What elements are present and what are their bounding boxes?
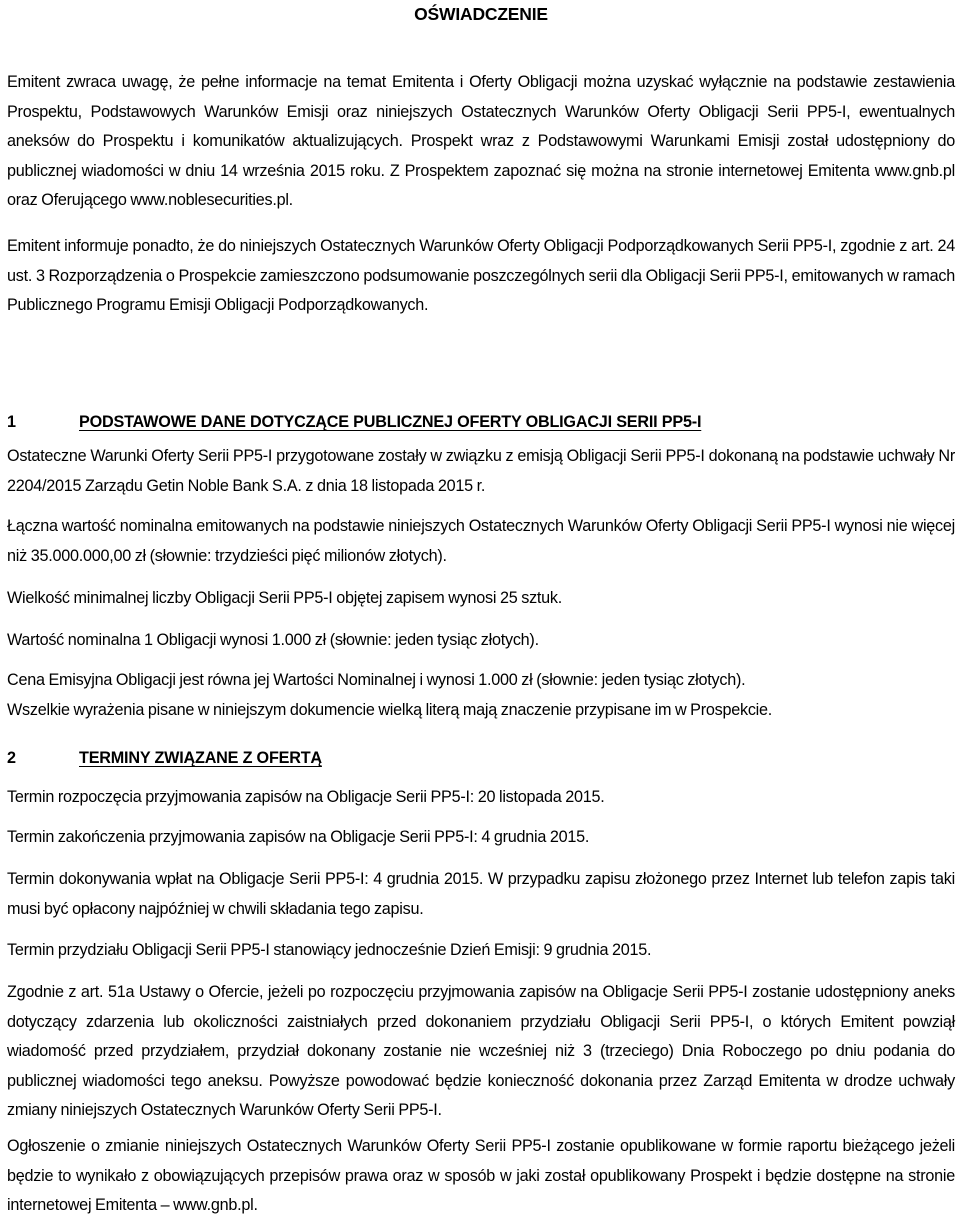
intro-paragraph-3: Wszelkie wyrażenia pisane w niniejszym dokumencie wielką literą mają znaczenie przypisane im w Prospekcie. <box>7 701 773 719</box>
section-1-number: 1 <box>7 413 16 431</box>
section-1-paragraph-3: Wielkość minimalnej liczby Obligacji Serii PP5-I objętej zapisem wynosi 25 sztuk. <box>7 589 563 607</box>
section-2-paragraph-3: Termin dokonywania wpłat na Obligacje Serii PP5-I: 4 grudnia 2015. W przypadku zapisu złożonego przez Internet lub telefon zapis taki musi być opłacony najpóźniej w chwili składania tego zapisu. <box>7 870 955 918</box>
section-2-heading <box>7 746 955 770</box>
document-title: OŚWIADCZENIE <box>414 4 548 24</box>
section-2-title: TERMINY ZWIĄZANE Z OFERTĄ <box>79 749 322 767</box>
section-1-paragraph-2: Łączna wartość nominalna emitowanych na podstawie niniejszych Ostatecznych Warunków Oferty Obligacji Serii PP5-I wynosi nie więcej niż 35.000.000,00 zł (słownie: trzydzieści pięć milionów złotych). <box>7 517 955 565</box>
section-2-number: 2 <box>7 749 16 767</box>
section-1-paragraph-1: Ostateczne Warunki Oferty Serii PP5-I przygotowane zostały w związku z emisją Obligacji Serii PP5-I dokonaną na podstawie uchwały Nr 2204/2015 Zarządu Getin Noble Bank S.A. z dnia 18 listopada 2015 r. <box>7 447 955 495</box>
section-2-paragraph-1: Termin rozpoczęcia przyjmowania zapisów na Obligacje Serii PP5-I: 20 listopada 2015. <box>7 788 605 806</box>
section-1-title: PODSTAWOWE DANE DOTYCZĄCE PUBLICZNEJ OFERTY OBLIGACJI SERII PP5-I <box>79 413 702 431</box>
section-1-paragraph-5: Cena Emisyjna Obligacji jest równa jej Wartości Nominalnej i wynosi 1.000 zł (słownie: jeden tysiąc złotych). <box>7 671 746 689</box>
section-2-paragraph-6: Ogłoszenie o zmianie niniejszych Ostatecznych Warunków Oferty Serii PP5-I zostanie opublikowane w formie raportu bieżącego jeżeli będzie to wynikało z obowiązujących przepisów prawa oraz w sposób w jaki został opublikowany Prospekt i będzie dostępne na stronie internetowej Emitenta – www.gnb.pl. <box>7 1137 955 1215</box>
section-1-heading <box>7 410 955 434</box>
section-2-paragraph-2: Termin zakończenia przyjmowania zapisów na Obligacje Serii PP5-I: 4 grudnia 2015. <box>7 828 590 846</box>
section-2-paragraph-5: Zgodnie z art. 51a Ustawy o Ofercie, jeżeli po rozpoczęciu przyjmowania zapisów na Obligacje Serii PP5-I zostanie udostępniony aneks dotyczący zdarzenia lub okoliczności zaistniałych przed dokonaniem przydziału Obligacji Serii PP5-I, o których Emitent powziął wiadomość przed przydziałem, przydział dokonany zostanie nie wcześniej niż 3 (trzeciego) Dnia Roboczego po dniu podania do publicznej wiadomości tego aneksu. Powyższe powodować będzie konieczność dokonania przez Zarząd Emitenta w drodze uchwały zmiany niniejszych Ostatecznych Warunków Oferty Serii PP5-I. <box>7 983 955 1120</box>
intro-paragraph-1: Emitent zwraca uwagę, że pełne informacje na temat Emitenta i Oferty Obligacji można uzyskać wyłącznie na podstawie zestawienia Prospektu, Podstawowych Warunków Emisji oraz niniejszych Ostatecznych Warunków Oferty Obligacji Serii PP5-I, ewentualnych aneksów do Prospektu i komunikatów aktualizujących. Prospekt wraz z Podstawowymi Warunkami Emisji został udostępniony do publicznej wiadomości w dniu 14 września 2015 roku. Z Prospektem zapoznać się można na stronie internetowej Emitenta www.gnb.pl oraz Oferującego www.noblesecurities.pl. <box>7 73 955 210</box>
intro-paragraph-2: Emitent informuje ponadto, że do niniejszych Ostatecznych Warunków Oferty Obligacji Podporządkowanych Serii PP5-I, zgodnie z art. 24 ust. 3 Rozporządzenia o Prospekcie zamieszczono podsumowanie poszczególnych serii dla Obligacji Serii PP5-I, emitowanych w ramach Publicznego Programu Emisji Obligacji Podporządkowanych. <box>7 237 955 315</box>
section-1-paragraph-4: Wartość nominalna 1 Obligacji wynosi 1.000 zł (słownie: jeden tysiąc złotych). <box>7 631 539 649</box>
section-2-paragraph-4: Termin przydziału Obligacji Serii PP5-I stanowiący jednocześnie Dzień Emisji: 9 grudnia 2015. <box>7 941 652 959</box>
